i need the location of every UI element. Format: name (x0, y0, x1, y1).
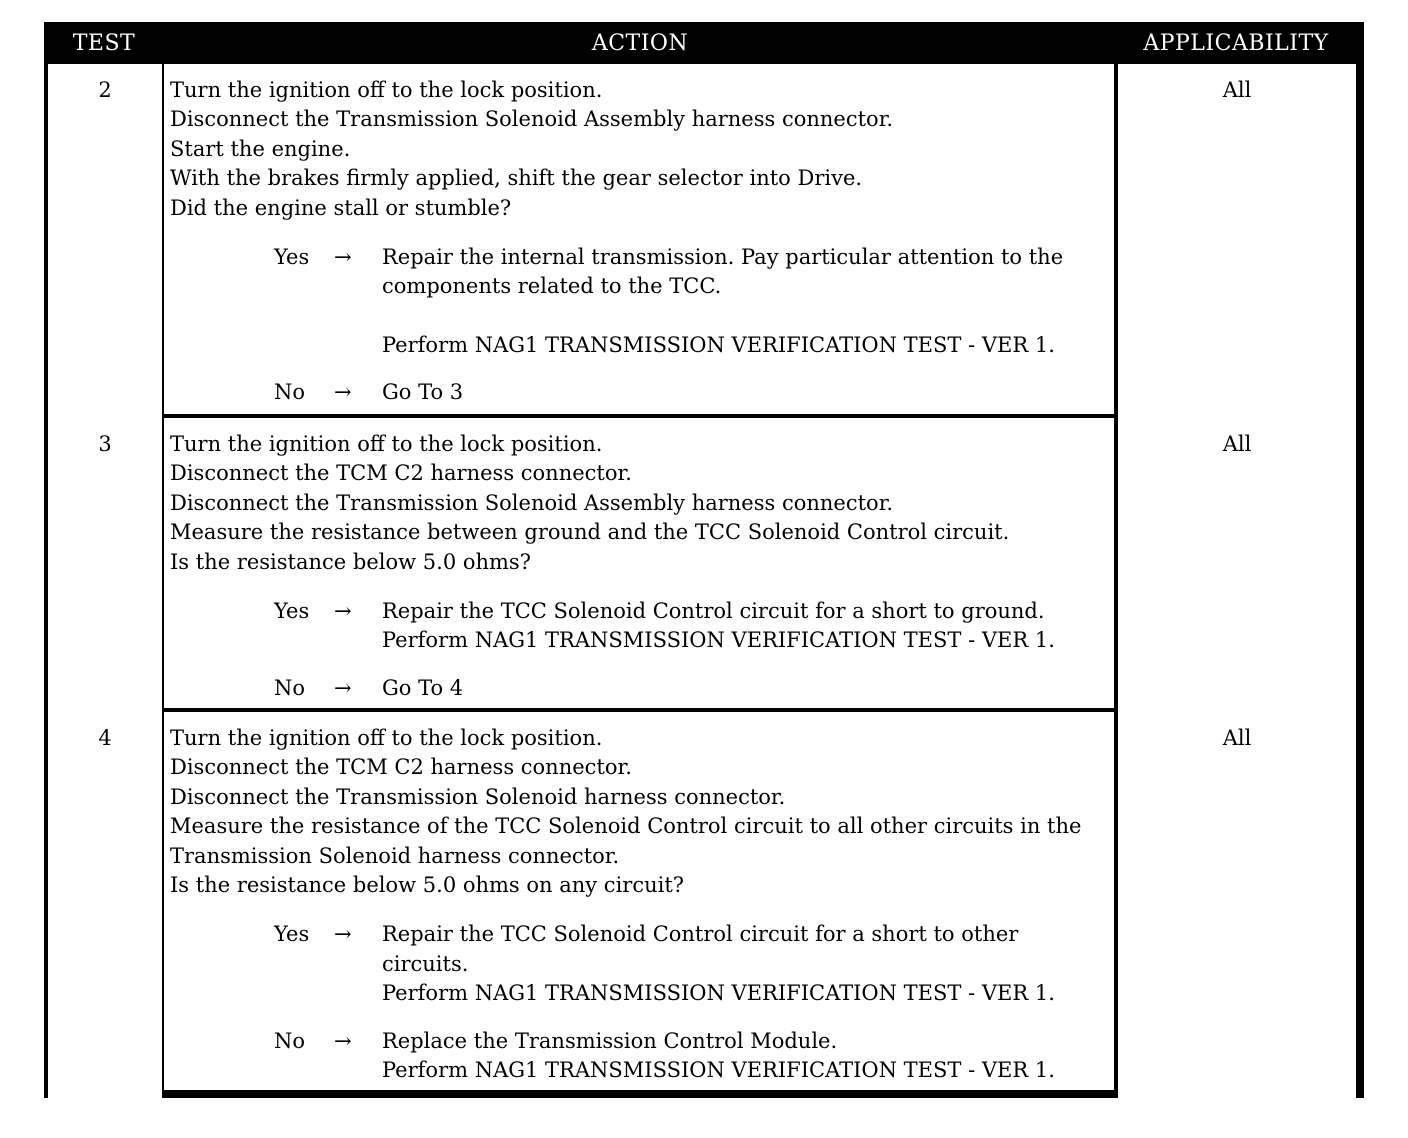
response-line: Go To 3 (382, 380, 464, 405)
no-response (170, 674, 1114, 703)
step-line: Did the engine stall or stumble? (170, 195, 512, 220)
arrow-icon: → (334, 1028, 352, 1053)
step-line: Disconnect the Transmission Solenoid Assembly harness connector. (170, 107, 894, 132)
yes-response (170, 597, 1114, 656)
action-cell (164, 64, 1114, 414)
no-label: No (274, 380, 306, 405)
header-action: ACTION (591, 31, 689, 56)
response-line: circuits. (382, 951, 469, 976)
response-line: Repair the TCC Solenoid Control circuit for a short to other (382, 922, 1019, 947)
no-label: No (274, 1028, 306, 1053)
step-line: Disconnect the TCM C2 harness connector. (170, 755, 632, 780)
applicability-value: All (1118, 64, 1356, 426)
arrow-icon: → (334, 599, 352, 624)
action-cell (164, 418, 1114, 708)
diagnostic-table (44, 22, 1364, 1098)
step-line: Transmission Solenoid harness connector. (170, 843, 620, 868)
step-line: With the brakes firmly applied, shift the gear selector into Drive. (170, 166, 863, 191)
step-line: Disconnect the Transmission Solenoid harness connector. (170, 784, 786, 809)
yes-response (170, 920, 1114, 1008)
arrow-icon: → (334, 380, 352, 405)
arrow-icon: → (334, 675, 352, 700)
step-line: Is the resistance below 5.0 ohms? (170, 549, 531, 574)
action-cell (164, 712, 1114, 1090)
arrow-icon: → (334, 922, 352, 947)
yes-label: Yes (274, 245, 310, 270)
response-line: components related to the TCC. (382, 274, 722, 299)
step-line: Turn the ignition off to the lock position. (170, 726, 603, 750)
header-test: TEST (72, 31, 136, 56)
no-response (170, 378, 1114, 407)
step-line: Turn the ignition off to the lock position. (170, 432, 603, 456)
arrow-icon: → (334, 245, 352, 270)
response-line: Perform NAG1 TRANSMISSION VERIFICATION TEST - VER 1. (382, 332, 1055, 357)
response-line: Go To 4 (382, 675, 464, 700)
header-applicability: APPLICABILITY (1143, 31, 1329, 56)
applicability-value: All (1118, 712, 1356, 1102)
no-label: No (274, 675, 306, 700)
step-line: Measure the resistance of the TCC Solenoid Control circuit to all other circuits in the (170, 814, 1082, 839)
step-line: Is the resistance below 5.0 ohms on any circuit? (170, 873, 685, 898)
test-number: 3 (48, 418, 162, 720)
step-line: Disconnect the TCM C2 harness connector. (170, 461, 632, 486)
no-response (170, 1027, 1114, 1086)
response-line: Perform NAG1 TRANSMISSION VERIFICATION TEST - VER 1. (382, 981, 1055, 1006)
step-line: Start the engine. (170, 136, 351, 161)
yes-response (170, 243, 1114, 360)
response-line: Replace the Transmission Control Module. (382, 1028, 838, 1053)
step-line: Disconnect the Transmission Solenoid Assembly harness connector. (170, 490, 894, 515)
response-line: Repair the TCC Solenoid Control circuit for a short to ground. (382, 599, 1045, 624)
step-line: Turn the ignition off to the lock position. (170, 78, 603, 102)
test-number: 4 (48, 712, 162, 1102)
response-line: Perform NAG1 TRANSMISSION VERIFICATION TEST - VER 1. (382, 1058, 1055, 1083)
response-line: Repair the internal transmission. Pay particular attention to the (382, 245, 1064, 270)
yes-label: Yes (274, 599, 310, 624)
yes-label: Yes (274, 922, 310, 947)
response-line: Perform NAG1 TRANSMISSION VERIFICATION TEST - VER 1. (382, 628, 1055, 653)
test-number: 2 (48, 64, 162, 426)
step-line: Measure the resistance between ground and the TCC Solenoid Control circuit. (170, 520, 1010, 545)
applicability-value: All (1118, 418, 1356, 720)
